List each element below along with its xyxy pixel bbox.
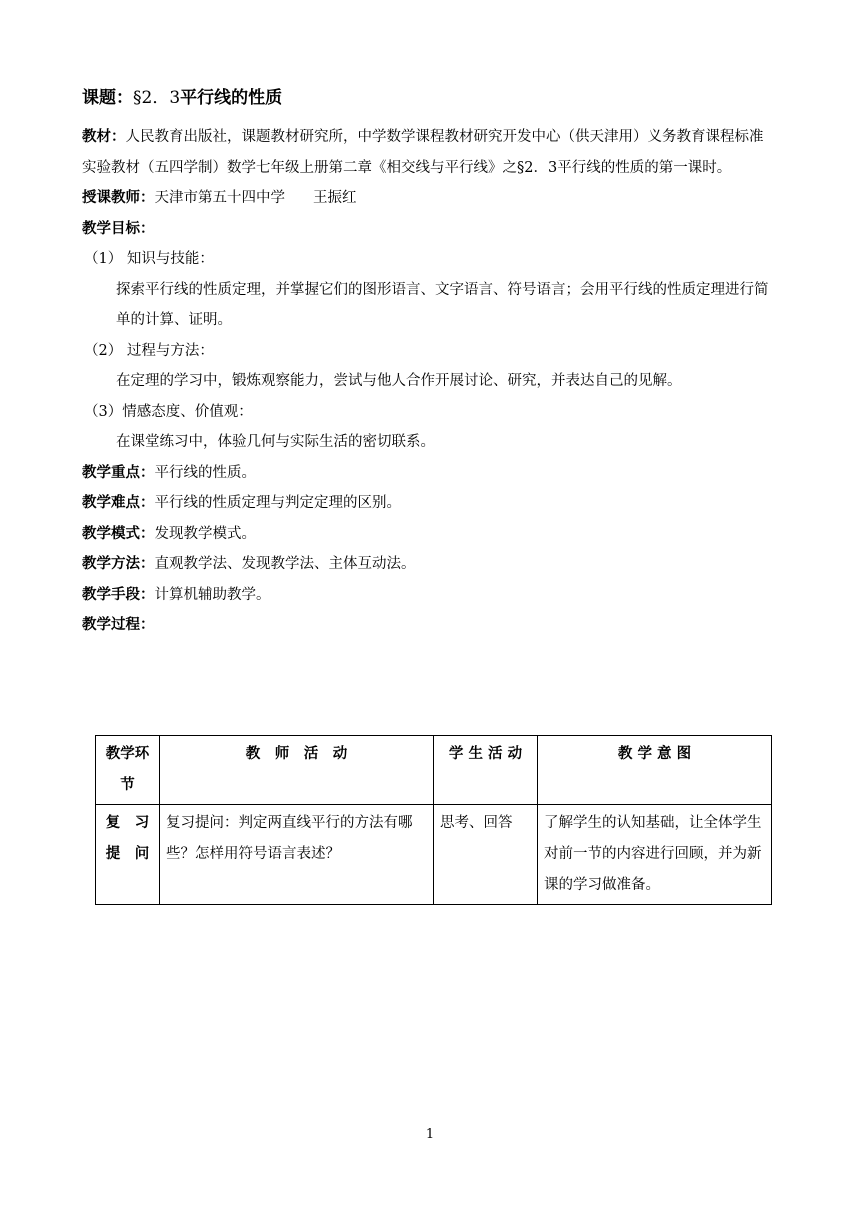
cell-teacher-activity: 复习提问：判定两直线平行的方法有哪些？怎样用符号语言表述？ xyxy=(160,805,434,905)
teacher-line xyxy=(82,183,772,214)
method-text: 直观教学法、发现教学法、主体互动法。 xyxy=(154,556,416,572)
difficulty-label: 教学难点： xyxy=(82,495,155,511)
cell-student-activity: 思考、回答 xyxy=(434,805,538,905)
material-text: 人民教育出版社，课题教材研究所，中学数学课程教材研究开发中心（供天津用）义务教育课程标准实验教材（五四学制）数学七年级上册第二章《相交线与平行线》之§2．3平行线的性质的第一课时。 xyxy=(82,129,764,176)
header-student-activity: 学 生 活 动 xyxy=(434,736,538,805)
teacher-name: 王振红 xyxy=(313,190,357,206)
header-intent: 教 学 意 图 xyxy=(538,736,772,805)
objective-heading-1: （1） 知识与技能： xyxy=(84,251,214,267)
key-point-text: 平行线的性质。 xyxy=(154,464,256,481)
title-label: 课题： xyxy=(82,88,133,108)
key-point-line xyxy=(82,458,772,489)
header-stage: 教学环节 xyxy=(96,736,160,805)
material-paragraph xyxy=(82,122,772,183)
objective-text-3: 在课堂练习中，体验几何与实际生活的密切联系。 xyxy=(116,434,435,450)
title-text: 平行线的性质 xyxy=(180,88,283,108)
process-table xyxy=(95,735,772,905)
means-line xyxy=(82,580,772,611)
lesson-title xyxy=(82,88,772,108)
mode-label: 教学模式： xyxy=(82,525,155,542)
objective-heading-2: （2） 过程与方法： xyxy=(84,342,214,359)
mode-text: 发现教学模式。 xyxy=(154,525,256,542)
process-label: 教学过程： xyxy=(82,617,155,633)
objective-text-2: 在定理的学习中，锻炼观察能力，尝试与他人合作开展讨论、研究，并表达自己的见解。 xyxy=(116,373,682,389)
means-text: 计算机辅助教学。 xyxy=(154,586,271,603)
document-body xyxy=(82,88,772,641)
cell-intent: 了解学生的认知基础，让全体学生对前一节的内容进行回顾，并为新课的学习做准备。 xyxy=(538,805,772,905)
table-header-row xyxy=(96,736,772,805)
page-number: 1 xyxy=(425,1127,435,1142)
means-label: 教学手段： xyxy=(82,586,155,603)
objective-heading-3: （3）情感态度、价值观： xyxy=(84,403,253,420)
teacher-school: 天津市第五十四中学 xyxy=(154,190,285,206)
material-label: 教材： xyxy=(82,129,126,145)
difficulty-line xyxy=(82,488,772,519)
teacher-label: 授课教师： xyxy=(82,190,155,206)
title-section: §2．3 xyxy=(133,88,181,108)
difficulty-text: 平行线的性质定理与判定定理的区别。 xyxy=(154,495,401,511)
table-row xyxy=(96,805,772,905)
method-label: 教学方法： xyxy=(82,556,155,572)
objective-text-1: 探索平行线的性质定理，并掌握它们的图形语言、文字语言、符号语言；会用平行线的性质定理进行简单的计算、证明。 xyxy=(116,281,769,328)
cell-stage: 复 习提 问 xyxy=(96,805,160,905)
key-point-label: 教学重点： xyxy=(82,464,155,481)
objectives-label: 教学目标： xyxy=(82,220,155,237)
mode-line xyxy=(82,519,772,550)
header-teacher-activity: 教 师 活 动 xyxy=(160,736,434,805)
method-line xyxy=(82,549,772,580)
